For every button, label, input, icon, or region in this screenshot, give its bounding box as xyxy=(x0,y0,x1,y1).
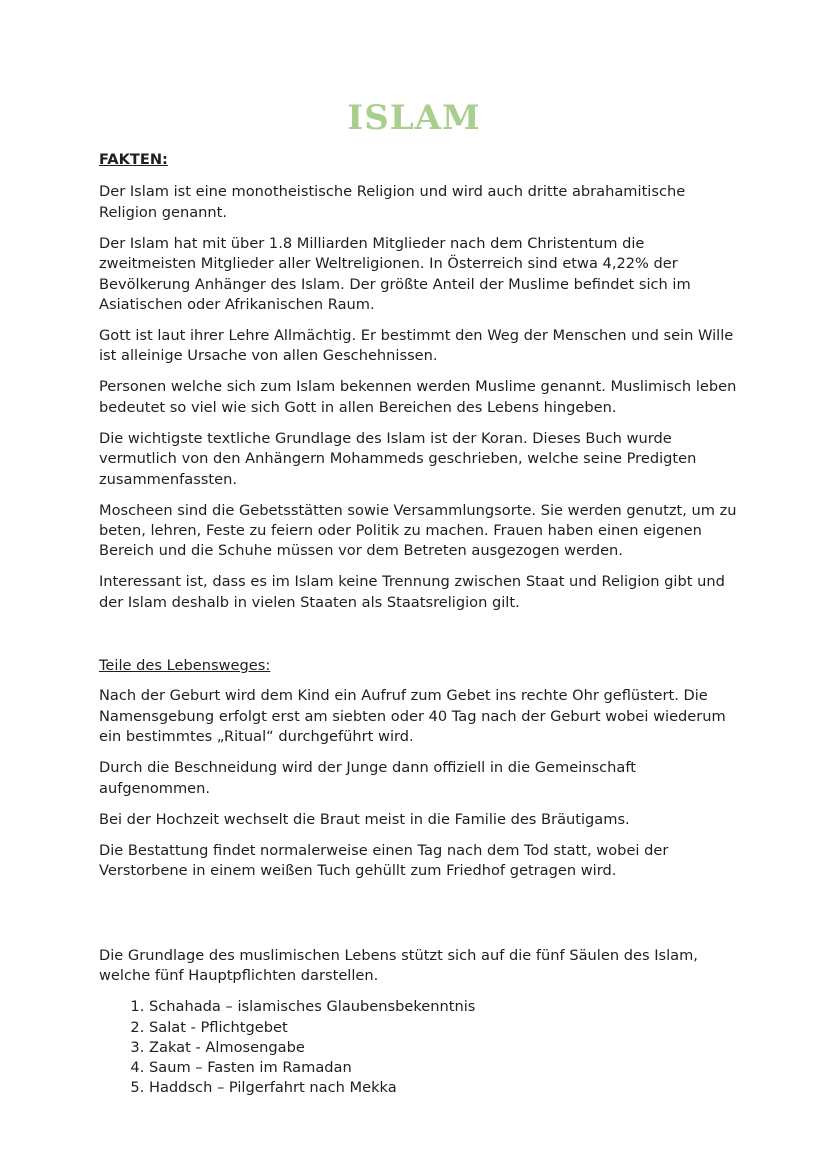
life-paragraph: Durch die Beschneidung wird der Junge dann offiziell in die Gemeinschaft aufgenommen. xyxy=(99,759,636,797)
life-paragraph: Bei der Hochzeit wechselt die Braut meist in die Familie des Bräutigams. xyxy=(99,810,630,828)
facts-paragraph: Der Islam hat mit über 1.8 Milliarden Mitglieder nach dem Christentum die zweitmeisten Mitglieder aller Weltreligionen. In Österreich sind etwa 4,22% der Bevölkerung Anhänger des Islam. Der größte Anteil der Muslime befindet sich im Asiatischen oder Afrikanischen Raum. xyxy=(99,234,691,314)
facts-heading: FAKTEN: xyxy=(99,151,168,168)
life-paragraph: Nach der Geburt wird dem Kind ein Aufruf zum Gebet ins rechte Ohr geflüstert. Die Namensgebung erfolgt erst am siebten oder 40 Tag nach der Geburt wobei wiederum ein bestimmtes „Ritual“ durchgeführt wird. xyxy=(99,687,726,746)
pillars-list xyxy=(99,997,739,1098)
life-paragraph: Die Bestattung findet normalerweise einen Tag nach dem Tod statt, wobei der Verstorbene in einem weißen Tuch gehüllt zum Friedhof getragen wird. xyxy=(99,841,669,879)
facts-paragraph: Die wichtigste textliche Grundlage des Islam ist der Koran. Dieses Buch wurde vermutlich von den Anhängern Mohammeds geschrieben, welche seine Predigten zusammenfassten. xyxy=(99,429,697,488)
list-item: 4. Saum – Fasten im Ramadan xyxy=(149,1058,739,1078)
document-body xyxy=(99,150,739,1098)
list-item: 3. Zakat - Almosengabe xyxy=(149,1038,739,1058)
facts-paragraph: Interessant ist, dass es im Islam keine Trennung zwischen Staat und Religion gibt und der Islam deshalb in vielen Staaten als Staatsreligion gilt. xyxy=(99,573,725,611)
facts-paragraph: Gott ist laut ihrer Lehre Allmächtig. Er bestimmt den Weg der Menschen und sein Wille ist alleinige Ursache von allen Geschehnissen. xyxy=(99,327,734,365)
facts-paragraph: Personen welche sich zum Islam bekennen werden Muslime genannt. Muslimisch leben bedeutet so viel wie sich Gott in allen Bereichen des Lebens hingeben. xyxy=(99,378,737,416)
section-spacer xyxy=(99,892,739,946)
life-heading: Teile des Lebensweges: xyxy=(99,656,271,674)
pillars-intro: Die Grundlage des muslimischen Lebens stützt sich auf die fünf Säulen des Islam, welche fünf Hauptpflichten darstellen. xyxy=(99,946,698,985)
list-item: 5. Haddsch – Pilgerfahrt nach Mekka xyxy=(149,1078,739,1098)
page-title: ISLAM xyxy=(347,98,481,138)
section-spacer xyxy=(99,624,739,656)
facts-paragraph: Der Islam ist eine monotheistische Religion und wird auch dritte abrahamitische Religion genannt. xyxy=(99,183,686,221)
facts-paragraph: Moscheen sind die Gebetsstätten sowie Versammlungsorte. Sie werden genutzt, um zu beten, lehren, Feste zu feiern oder Politik zu machen. Frauen haben einen eigenen Bereich und die Schuhe müssen vor dem Betreten ausgezogen werden. xyxy=(99,501,737,560)
list-item: 1. Schahada – islamisches Glaubensbekenntnis xyxy=(149,997,739,1017)
list-item: 2. Salat - Pflichtgebet xyxy=(149,1018,739,1038)
